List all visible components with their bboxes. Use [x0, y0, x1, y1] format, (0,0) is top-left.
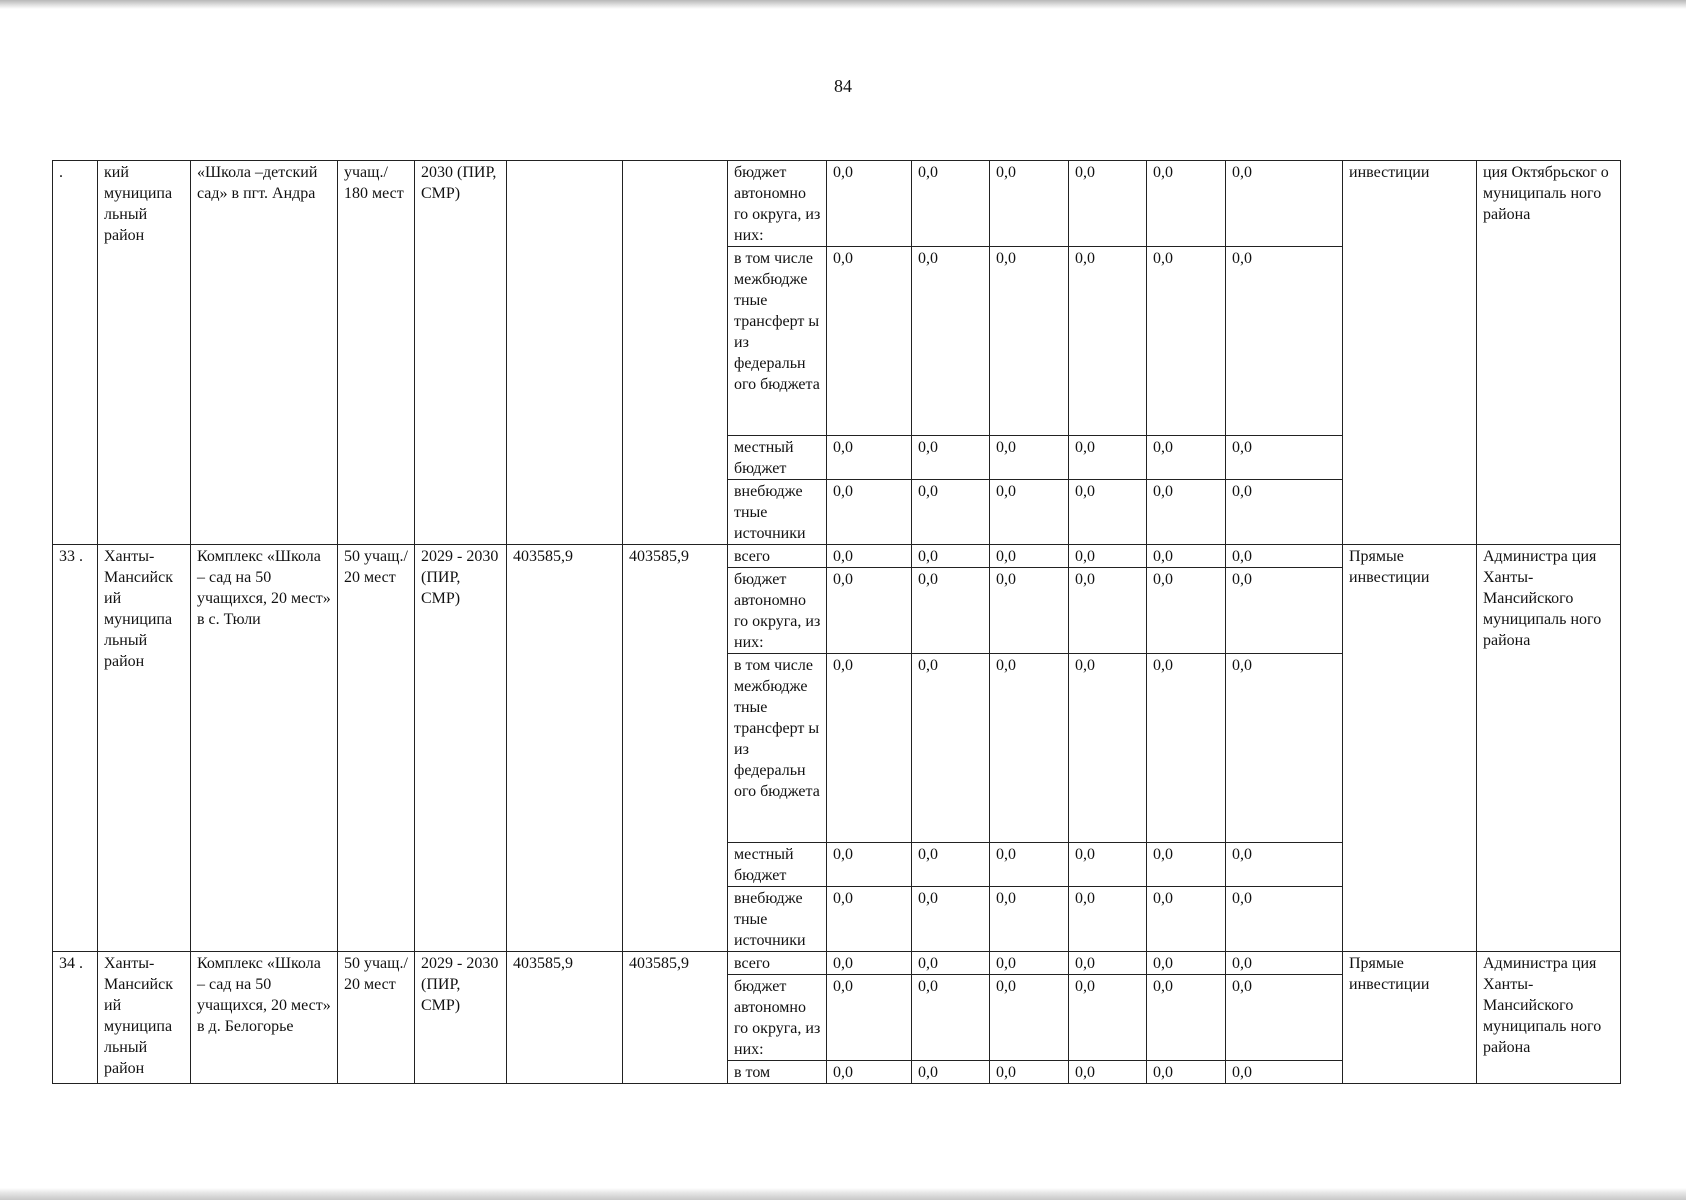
funding-value-cell: 0,0	[912, 436, 990, 480]
period-cell: 2029 - 2030 (ПИР, СМР)	[415, 545, 507, 952]
funding-value-cell: 0,0	[990, 975, 1069, 1061]
capacity-cell: 50 учащ./ 20 мест	[338, 545, 415, 952]
funding-value-cell: 0,0	[827, 887, 912, 952]
object-name-cell: Комплекс «Школа – сад на 50 учащихся, 20 мест» в с. Тюли	[191, 545, 338, 952]
funding-value-cell: 0,0	[1069, 247, 1147, 436]
period-cell: 2030 (ПИР, СМР)	[415, 161, 507, 545]
funding-value-cell: 0,0	[1069, 568, 1147, 654]
funding-value-cell: 0,0	[1147, 545, 1226, 568]
investment-table	[52, 160, 1621, 1084]
investment-form-cell: инвестиции	[1343, 161, 1477, 545]
funding-value-cell: 0,0	[912, 887, 990, 952]
funding-value-cell: 0,0	[1226, 436, 1343, 480]
funding-value-cell: 0,0	[1069, 654, 1147, 843]
funding-value-cell: 0,0	[1069, 1061, 1147, 1084]
funding-source-cell: местный бюджет	[728, 843, 827, 887]
funding-value-cell: 0,0	[1147, 975, 1226, 1061]
funding-value-cell: 0,0	[990, 568, 1069, 654]
row-number-cell: 34 .	[53, 952, 98, 1084]
funding-value-cell: 0,0	[990, 161, 1069, 247]
funding-value-cell: 0,0	[912, 975, 990, 1061]
total-cost-cell: 403585,9	[507, 545, 623, 952]
funding-value-cell: 0,0	[827, 654, 912, 843]
funding-value-cell: 0,0	[1147, 161, 1226, 247]
funding-value-cell: 0,0	[827, 843, 912, 887]
territory-cell: Ханты-Мансийск ий муниципа льный район	[98, 545, 191, 952]
funding-value-cell: 0,0	[912, 843, 990, 887]
balance-cost-cell	[623, 161, 728, 545]
funding-value-cell: 0,0	[1147, 247, 1226, 436]
total-cost-cell	[507, 161, 623, 545]
funding-value-cell: 0,0	[912, 545, 990, 568]
page-number: 84	[834, 76, 852, 96]
funding-value-cell: 0,0	[827, 975, 912, 1061]
funding-value-cell: 0,0	[1069, 843, 1147, 887]
funding-value-cell: 0,0	[990, 1061, 1069, 1084]
funding-source-cell: всего	[728, 545, 827, 568]
capacity-cell: учащ./ 180 мест	[338, 161, 415, 545]
funding-source-cell: в том числе межбюдже тные трансферт ы из федеральн ого бюджета	[728, 654, 827, 843]
funding-value-cell: 0,0	[1069, 436, 1147, 480]
scan-edge-bottom	[0, 1188, 1686, 1200]
funding-source-cell: в том	[728, 1061, 827, 1084]
funding-value-cell: 0,0	[1226, 654, 1343, 843]
funding-value-cell: 0,0	[912, 568, 990, 654]
funding-value-cell: 0,0	[1226, 843, 1343, 887]
table-row	[53, 161, 1621, 247]
funding-source-cell: бюджет автономно го округа, из них:	[728, 975, 827, 1061]
customer-cell: ция Октябрьског о муниципаль ного района	[1477, 161, 1621, 545]
balance-cost-cell: 403585,9	[623, 952, 728, 1084]
funding-value-cell: 0,0	[827, 1061, 912, 1084]
funding-value-cell: 0,0	[1069, 545, 1147, 568]
table-row	[53, 952, 1621, 975]
row-number-cell: 33 .	[53, 545, 98, 952]
object-name-cell: Комплекс «Школа – сад на 50 учащихся, 20 мест» в д. Белогорье	[191, 952, 338, 1084]
funding-value-cell: 0,0	[1147, 480, 1226, 545]
funding-value-cell: 0,0	[827, 247, 912, 436]
funding-value-cell: 0,0	[912, 654, 990, 843]
funding-value-cell: 0,0	[1147, 1061, 1226, 1084]
funding-value-cell: 0,0	[1226, 161, 1343, 247]
investment-form-cell: Прямые инвестиции	[1343, 952, 1477, 1084]
funding-value-cell: 0,0	[1069, 161, 1147, 247]
funding-value-cell: 0,0	[990, 654, 1069, 843]
funding-value-cell: 0,0	[1226, 247, 1343, 436]
funding-value-cell: 0,0	[1147, 568, 1226, 654]
territory-cell: Ханты-Мансийск ий муниципа льный район	[98, 952, 191, 1084]
customer-cell: Администра ция Ханты-Мансийского муниципаль ного района	[1477, 952, 1621, 1084]
period-cell: 2029 - 2030 (ПИР, СМР)	[415, 952, 507, 1084]
investment-form-cell: Прямые инвестиции	[1343, 545, 1477, 952]
funding-value-cell: 0,0	[827, 480, 912, 545]
funding-value-cell: 0,0	[1147, 436, 1226, 480]
funding-source-cell: внебюдже тные источники	[728, 480, 827, 545]
funding-value-cell: 0,0	[1226, 975, 1343, 1061]
customer-cell: Администра ция Ханты-Мансийского муниципаль ного района	[1477, 545, 1621, 952]
funding-value-cell: 0,0	[1226, 887, 1343, 952]
funding-value-cell: 0,0	[990, 545, 1069, 568]
object-name-cell: «Школа –детский сад» в пгт. Андра	[191, 161, 338, 545]
row-number-cell: .	[53, 161, 98, 545]
table-row	[53, 545, 1621, 568]
funding-value-cell: 0,0	[827, 436, 912, 480]
scan-edge-top	[0, 0, 1686, 9]
funding-source-cell: местный бюджет	[728, 436, 827, 480]
territory-cell: кий муниципа льный район	[98, 161, 191, 545]
funding-value-cell: 0,0	[827, 161, 912, 247]
funding-value-cell: 0,0	[912, 161, 990, 247]
funding-source-cell: всего	[728, 952, 827, 975]
funding-source-cell: бюджет автономно го округа, из них:	[728, 568, 827, 654]
funding-source-cell: бюджет автономно го округа, из них:	[728, 161, 827, 247]
funding-source-cell: внебюдже тные источники	[728, 887, 827, 952]
funding-value-cell: 0,0	[827, 545, 912, 568]
capacity-cell: 50 учащ./ 20 мест	[338, 952, 415, 1084]
funding-value-cell: 0,0	[990, 247, 1069, 436]
balance-cost-cell: 403585,9	[623, 545, 728, 952]
funding-value-cell: 0,0	[912, 480, 990, 545]
funding-value-cell: 0,0	[1147, 843, 1226, 887]
funding-value-cell: 0,0	[827, 952, 912, 975]
funding-value-cell: 0,0	[990, 887, 1069, 952]
funding-value-cell: 0,0	[1147, 654, 1226, 843]
table-body	[53, 161, 1621, 1084]
funding-value-cell: 0,0	[1226, 568, 1343, 654]
funding-value-cell: 0,0	[1147, 887, 1226, 952]
funding-value-cell: 0,0	[1226, 952, 1343, 975]
funding-value-cell: 0,0	[1069, 887, 1147, 952]
funding-value-cell: 0,0	[990, 480, 1069, 545]
funding-value-cell: 0,0	[912, 247, 990, 436]
funding-value-cell: 0,0	[1147, 952, 1226, 975]
funding-value-cell: 0,0	[990, 843, 1069, 887]
funding-value-cell: 0,0	[990, 952, 1069, 975]
funding-source-cell: в том числе межбюдже тные трансферт ы из федеральн ого бюджета	[728, 247, 827, 436]
funding-value-cell: 0,0	[1226, 1061, 1343, 1084]
funding-value-cell: 0,0	[1069, 480, 1147, 545]
funding-value-cell: 0,0	[1226, 480, 1343, 545]
funding-value-cell: 0,0	[1226, 545, 1343, 568]
funding-value-cell: 0,0	[912, 1061, 990, 1084]
funding-value-cell: 0,0	[827, 568, 912, 654]
funding-value-cell: 0,0	[1069, 975, 1147, 1061]
funding-value-cell: 0,0	[1069, 952, 1147, 975]
total-cost-cell: 403585,9	[507, 952, 623, 1084]
funding-value-cell: 0,0	[912, 952, 990, 975]
funding-value-cell: 0,0	[990, 436, 1069, 480]
